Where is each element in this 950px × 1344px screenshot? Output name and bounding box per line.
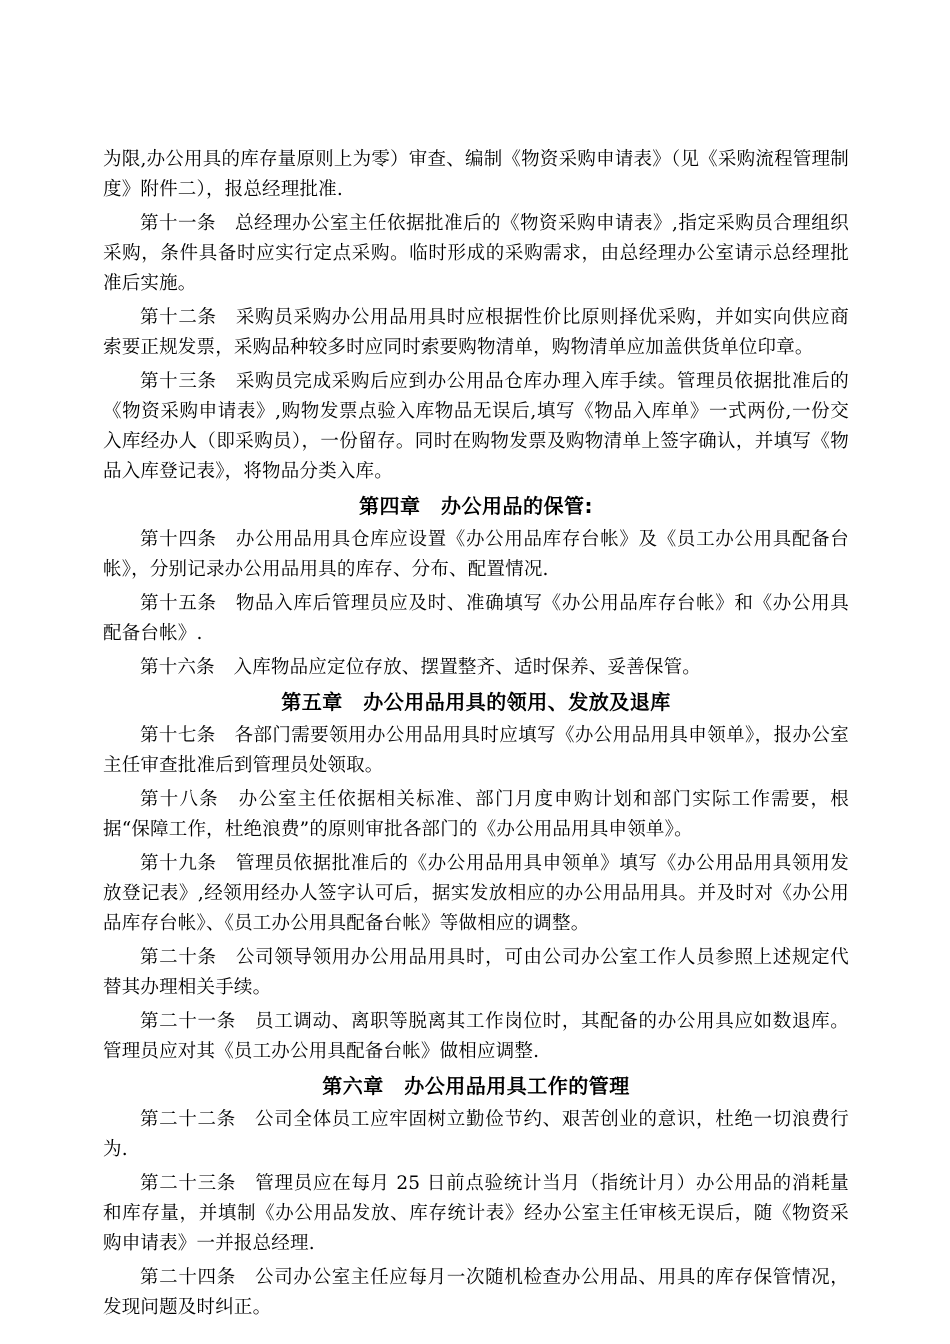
article-21: 第二十一条 员工调动、离职等脱离其工作岗位时，其配备的办公用具应如数退库。管理员应对其《员工办公用具配备台帐》做相应调整. (103, 1011, 849, 1062)
chapter-5-heading: 第五章 办公用品用具的领用、发放及退库 (281, 690, 671, 714)
article-11: 第十一条 总经理办公室主任依据批准后的《物资采购申请表》,指定采购员合理组织采购，条件具备时应实行定点采购。临时形成的采购需求，由总经理办公室请示总经理批准后实施。 (103, 213, 849, 294)
article-13: 第十三条 采购员完成采购后应到办公用品仓库办理入库手续。管理员依据批准后的《物资采购申请表》,购物发票点验入库物品无误后,填写《物品入库单》一式两份,一份交入库经办人（即采购员），一份留存。同时在购物发票及购物清单上签字确认，并填写《物品入库登记表》，将物品分类入库。 (103, 371, 849, 482)
paragraph-continuation: 为限,办公用具的库存量原则上为零）审查、编制《物资采购申请表》（见《采购流程管理制度》附件二），报总经理批准. (103, 149, 849, 200)
article-15: 第十五条 物品入库后管理员应及时、准确填写《办公用品库存台帐》和《办公用具配备台帐》. (103, 593, 849, 644)
article-14: 第十四条 办公用品用具仓库应设置《办公用品库存台帐》及《员工办公用具配备台帐》，分别记录办公用品用具的库存、分布、配置情况. (103, 529, 849, 580)
article-16: 第十六条 入库物品应定位存放、摆置整齐、适时保养、妥善保管。 (140, 657, 702, 678)
article-23: 第二十三条 管理员应在每月 25 日前点验统计当月（指统计月）办公用品的消耗量和库存量，并填制《办公用品发放、库存统计表》经办公室主任审核无误后，随《物资采购申请表》一并报总经理. (103, 1173, 849, 1254)
article-17: 第十七条 各部门需要领用办公用品用具时应填写《办公用品用具申领单》，报办公室主任审查批准后到管理员处领取。 (103, 725, 849, 776)
document-body (103, 145, 849, 1327)
article-19: 第十九条 管理员依据批准后的《办公用品用具申领单》填写《办公用品用具领用发放登记表》,经领用经办人签字认可后，据实发放相应的办公用品用具。并及时对《办公用品库存台帐》、《员工办公用具配备台帐》等做相应的调整。 (103, 853, 849, 934)
chapter-6-heading: 第六章 办公用品用具工作的管理 (322, 1074, 630, 1098)
article-18: 第十八条 办公室主任依据相关标准、部门月度申购计划和部门实际工作需要，根据“保障工作，杜绝浪费”的原则审批各部门的《办公用品用具申领单》。 (103, 789, 849, 840)
article-24: 第二十四条 公司办公室主任应每月一次随机检查办公用品、用具的库存保管情况，发现问题及时纠正。 (103, 1267, 849, 1318)
article-12: 第十二条 采购员采购办公用品用具时应根据性价比原则择优采购，并如实向供应商索要正规发票，采购品种较多时应同时索要购物清单，购物清单应加盖供货单位印章。 (103, 307, 849, 358)
article-22: 第二十二条 公司全体员工应牢固树立勤俭节约、艰苦创业的意识，杜绝一切浪费行为. (103, 1109, 849, 1160)
article-20: 第二十条 公司领导领用办公用品用具时，可由公司办公室工作人员参照上述规定代替其办理相关手续。 (103, 947, 849, 998)
chapter-4-heading: 第四章 办公用品的保管: (359, 494, 593, 518)
